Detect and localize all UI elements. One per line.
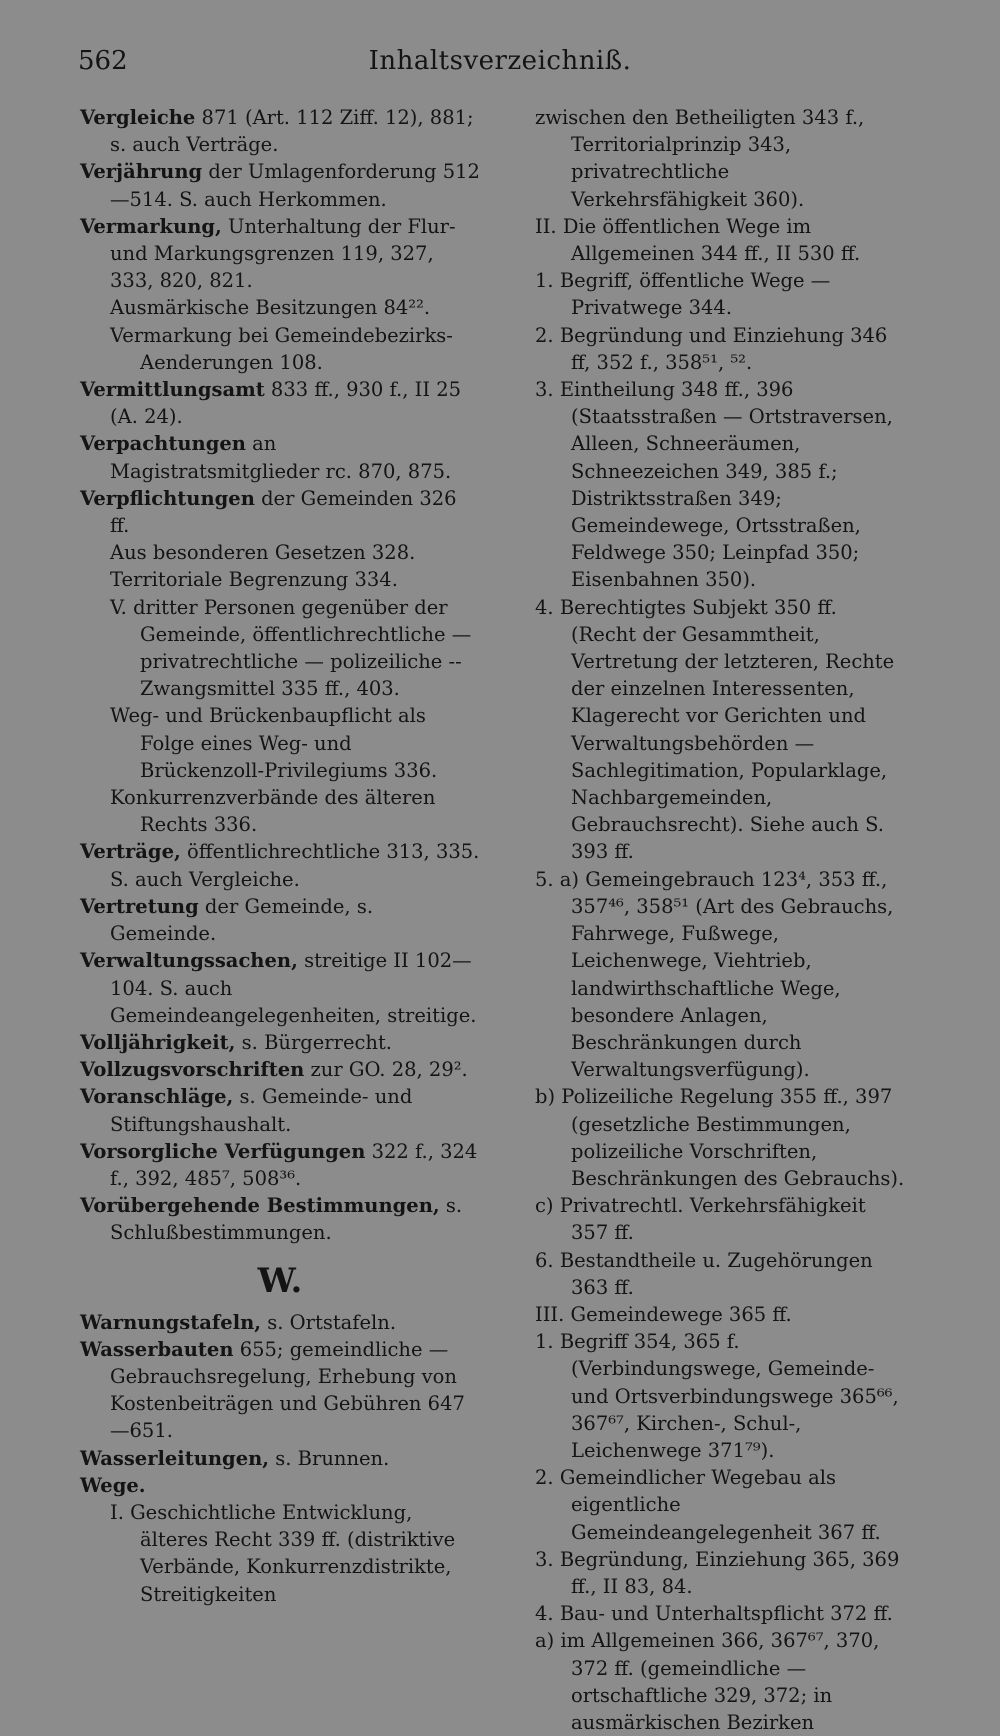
- item-number: 4.: [535, 595, 554, 619]
- index-column-right: [535, 104, 907, 1736]
- index-entry: [80, 1056, 480, 1083]
- index-entry: [80, 485, 480, 539]
- item-text: Begriff, öffentliche Wege — Privatwege 344.: [559, 269, 831, 320]
- entry-text: der Gemeinde, s. Gemeinde.: [110, 894, 374, 946]
- entry-headword: Verträge,: [80, 840, 181, 864]
- index-numbered-item: [535, 1627, 907, 1736]
- item-number: 4.: [535, 1602, 554, 1626]
- item-number: 3.: [535, 378, 554, 402]
- index-subentry: Konkurrenzverbände des älteren Rechts 336.: [110, 786, 436, 837]
- entry-headword: Verwaltungssachen,: [80, 949, 298, 973]
- index-column-left: [80, 104, 480, 1608]
- entry-text: Unterhaltung der Flur- und Markungsgrenzen 119, 327, 333, 820, 821.: [110, 214, 456, 293]
- item-number: b): [535, 1085, 556, 1109]
- index-numbered-item: [535, 866, 907, 1084]
- index-entry: [80, 947, 480, 1029]
- entry-headword: Vorübergehende Bestimmungen,: [80, 1194, 440, 1218]
- index-numbered-item: [535, 1192, 907, 1246]
- item-number: 6.: [535, 1248, 554, 1272]
- item-text: Begründung, Einziehung 365, 369 ff., II 83, 84.: [559, 1547, 900, 1598]
- item-number: 1.: [535, 269, 554, 293]
- index-numbered-item: [535, 594, 907, 866]
- item-text: Gemeindlicher Wegebau als eigentliche Gemeindeangelegenheit 367 ff.: [559, 1466, 881, 1544]
- entry-text: s. Ortstafeln.: [261, 1310, 397, 1334]
- index-entry: [80, 1445, 480, 1472]
- entry-text: s. Brunnen.: [269, 1446, 390, 1470]
- item-number: a): [535, 1629, 555, 1653]
- item-text: Berechtigtes Subjekt 350 ff. (Recht der Gesammtheit, Vertretung der letzteren, Rechte der einzelnen Interessenten, Klagerecht vor Gerichten und Verwaltungsbehörden — Sachlegitimation, Popularklage, Nachbargemeinden, Gebrauchsrecht). Siehe auch S. 393 ff.: [559, 595, 895, 864]
- item-text: Die öffentlichen Wege im Allgemeinen 344 ff., II 530 ff.: [562, 214, 861, 266]
- item-number: 2.: [535, 323, 554, 347]
- index-numbered-item: [535, 1600, 907, 1627]
- entry-text: 833 ff., 930 f., II 25 (A. 24).: [110, 378, 462, 429]
- index-subentry: Vermarkung bei Gemeindebezirks-Aenderungen 108.: [110, 323, 453, 374]
- index-entry: [80, 1083, 480, 1137]
- item-text: Polizeiliche Regelung 355 ff., 397 (gesetzliche Bestimmungen, polizeiliche Vorschriften, Beschränkungen des Gebrauchs).: [561, 1085, 905, 1190]
- index-numbered-item: [535, 1464, 907, 1546]
- entry-text: der Umlagenforderung 512—514. S. auch Herkommen.: [110, 160, 480, 211]
- item-number: 5. a): [535, 867, 580, 891]
- item-text: Bestandtheile u. Zugehörungen 363 ff.: [559, 1248, 873, 1299]
- entry-headword: Verpachtungen: [80, 432, 246, 456]
- entry-text: s. Schlußbestimmungen.: [110, 1194, 463, 1245]
- entry-text: öffentlichrechtliche 313, 335. S. auch Vergleiche.: [110, 840, 480, 891]
- entry-text: 871 (Art. 112 Ziff. 12), 881; s. auch Verträge.: [110, 106, 474, 157]
- index-subentry: Ausmärkische Besitzungen 84²².: [110, 296, 431, 320]
- item-number: c): [535, 1194, 554, 1218]
- index-numbered-item: [535, 1328, 907, 1464]
- page-number: 562: [78, 46, 128, 76]
- entry-headword: Voranschläge,: [80, 1085, 234, 1109]
- item-text: Gemeingebrauch 123⁴, 353 ff., 357⁴⁶, 358⁵¹ (Art des Gebrauchs, Fahrwege, Fußwege, Leichenwege, Viehtrieb, landwirthschaftliche Wege, besondere Anlagen, Beschränkungen durch Verwaltungsverfügung).: [571, 867, 894, 1082]
- index-subentry: Territoriale Begrenzung 334.: [110, 568, 398, 592]
- index-entry: [80, 1192, 480, 1246]
- index-numbered-item: [535, 213, 907, 267]
- index-numbered-item: [535, 1301, 907, 1328]
- index-entry: [80, 430, 480, 484]
- index-entry: [80, 104, 480, 158]
- running-head: Inhaltsverzeichniß.: [368, 46, 632, 76]
- entry-headword: Wasserleitungen,: [80, 1446, 270, 1470]
- entry-text: der Gemeinden 326 ff.: [110, 486, 457, 538]
- entry-headword: Wege.: [80, 1473, 146, 1497]
- section-letter: W.: [257, 1260, 303, 1301]
- entry-text: an Magistratsmitglieder rc. 870, 875.: [110, 432, 452, 483]
- item-text: Begründung und Einziehung 346 ff, 352 f., 358⁵¹, ⁵².: [559, 323, 888, 374]
- index-numbered-item: [535, 1083, 907, 1192]
- index-entry: [80, 376, 480, 430]
- item-number: III.: [535, 1302, 565, 1326]
- entry-text: 655; gemeindliche — Gebrauchsregelung, Erhebung von Kostenbeiträgen und Gebühren 647—651.: [110, 1337, 465, 1443]
- page-header: [0, 46, 1000, 90]
- item-text: Gemeindewege 365 ff.: [570, 1302, 792, 1326]
- index-numbered-item: [535, 1247, 907, 1301]
- index-entry: [80, 1336, 480, 1445]
- item-number: II.: [535, 214, 557, 238]
- index-entry: [80, 158, 480, 212]
- index-entry: [80, 893, 480, 947]
- item-text: Eintheilung 348 ff., 396 (Staatsstraßen — Ortstraversen, Alleen, Schneeräumen, Schneezeichen 349, 385 f.; Distriktsstraßen 349; Gemeindewege, Ortsstraßen, Feldwege 350; Leinpfad 350; Eisenbahnen 350).: [559, 378, 893, 592]
- index-subentry: Aus besonderen Gesetzen 328.: [110, 541, 416, 565]
- entry-text: s. Gemeinde- und Stiftungshaushalt.: [110, 1085, 413, 1136]
- index-continuation: zwischen den Betheiligten 343 f., Territorialprinzip 343, privatrechtliche Verkehrsfähigkeit 360).: [535, 106, 865, 211]
- entry-headword: Vermittlungsamt: [80, 378, 265, 402]
- entry-text: 322 f., 324 f., 392, 485⁷, 508³⁶.: [110, 1139, 478, 1190]
- entry-headword: Verjährung: [80, 160, 203, 184]
- index-numbered-item: [535, 1546, 907, 1600]
- entry-headword: Volljährigkeit,: [80, 1030, 236, 1054]
- index-numbered-item: [535, 267, 907, 321]
- entry-headword: Vollzugsvorschriften: [80, 1058, 305, 1082]
- item-number: 2.: [535, 1466, 554, 1490]
- entry-text: streitige II 102—104. S. auch Gemeindeangelegenheiten, streitige.: [110, 949, 477, 1027]
- item-text: im Allgemeinen 366, 367⁶⁷, 370, 372 ff. (gemeindliche — ortschaftliche 329, 372; in ausmärkischen Bezirken: [560, 1629, 880, 1734]
- entry-text: zur GO. 28, 29².: [304, 1058, 468, 1082]
- entry-headword: Vertretung: [80, 894, 199, 918]
- index-subentry: V. dritter Personen gegenüber der Gemeinde, öffentlichrechtliche — privatrechtliche — polizeiliche -- Zwangsmittel 335 ff., 403.: [110, 595, 472, 701]
- index-entry: [80, 838, 480, 892]
- entry-text: s. Bürgerrecht.: [235, 1030, 393, 1054]
- entry-headword: Vorsorgliche Verfügungen: [80, 1139, 366, 1163]
- index-entry: [80, 213, 480, 295]
- entry-headword: Verpflichtungen: [80, 486, 255, 510]
- index-entry: [80, 1029, 480, 1056]
- entry-headword: Vergleiche: [80, 106, 196, 129]
- index-subentry: I. Geschichtliche Entwicklung, älteres Recht 339 ff. (distriktive Verbände, Konkurrenzdistrikte, Streitigkeiten: [110, 1500, 456, 1606]
- entry-headword: Vermarkung,: [80, 214, 222, 238]
- item-number: 3.: [535, 1547, 554, 1571]
- item-text: Privatrechtl. Verkehrsfähigkeit 357 ff.: [559, 1194, 866, 1245]
- item-text: Begriff 354, 365 f. (Verbindungswege, Gemeinde- und Ortsverbindungswege 365⁶⁶, 367⁶⁷, Kirchen-, Schul-, Leichenwege 371⁷⁹).: [559, 1330, 899, 1462]
- entry-headword: Warnungstafeln,: [80, 1310, 262, 1334]
- entry-headword: Wasserbauten: [80, 1337, 234, 1361]
- item-number: 1.: [535, 1330, 554, 1354]
- index-subentry: Weg- und Brückenbaupflicht als Folge eines Weg- und Brückenzoll-Privilegiums 336.: [110, 704, 438, 782]
- index-numbered-item: [535, 376, 907, 594]
- index-numbered-item: [535, 322, 907, 376]
- index-entry: [80, 1472, 480, 1499]
- item-text: Bau- und Unterhaltspflicht 372 ff.: [559, 1602, 893, 1626]
- index-entry: [80, 1138, 480, 1192]
- index-entry: [80, 1309, 480, 1336]
